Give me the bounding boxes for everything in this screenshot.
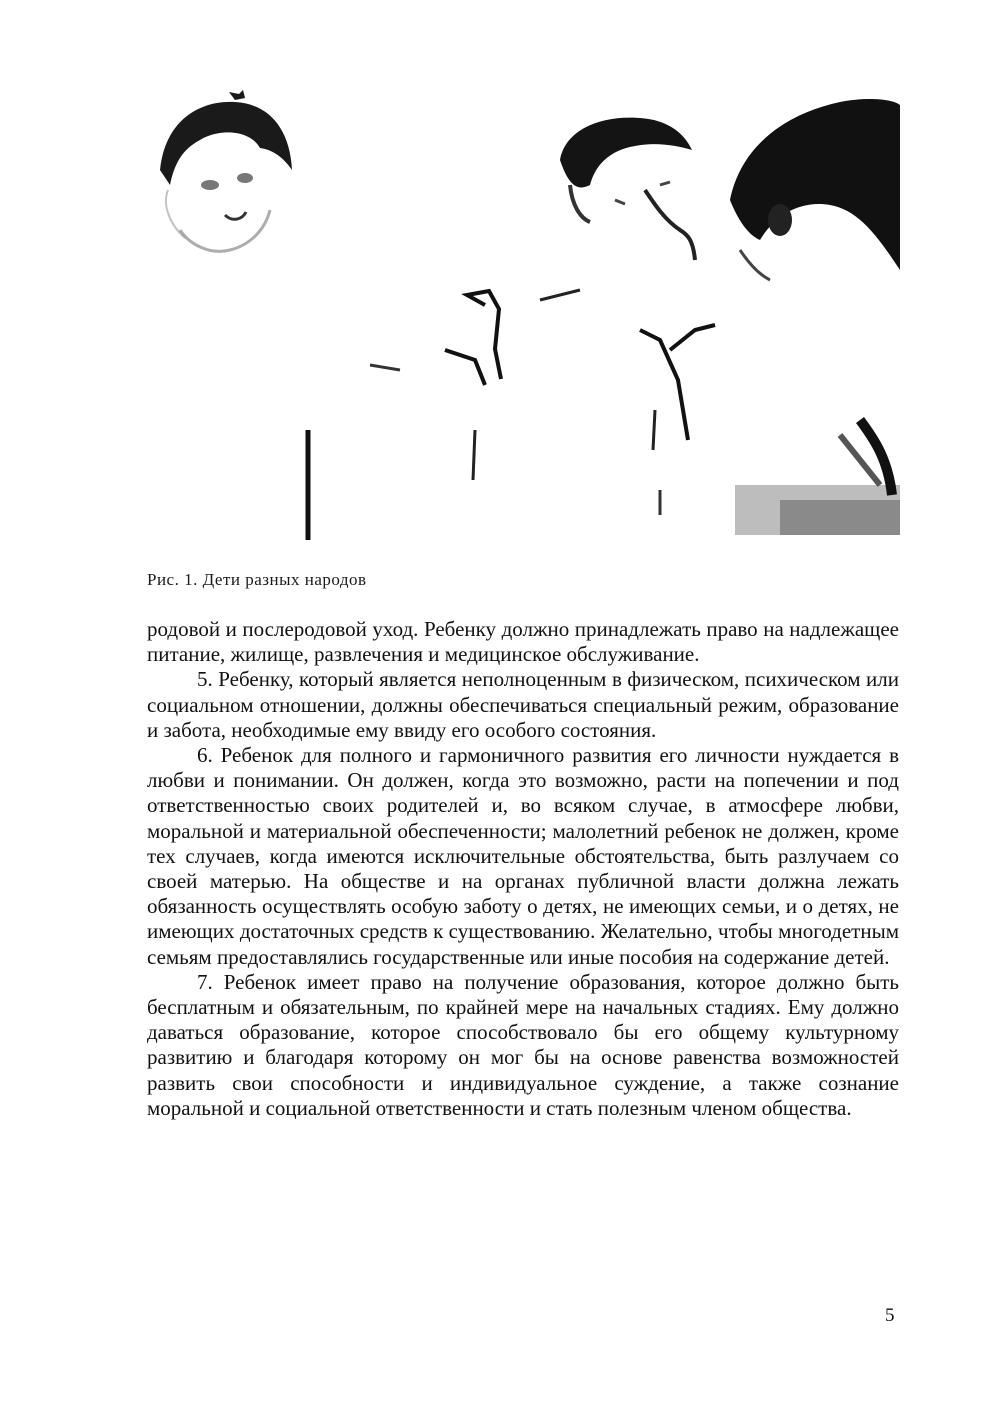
- infants-photo-illustration: [140, 90, 905, 540]
- paragraph-item-5: 5. Ребенку, который является неполноценным в физическом, психическом или социальном отношении, должны обеспечиваться специальный режим, образование и забота, необходимые ему ввиду его особого состояния.: [147, 667, 899, 742]
- figure-photo: [140, 90, 905, 540]
- page-number: 5: [885, 1305, 895, 1326]
- paragraph-item-7: 7. Ребенок имеет право на получение образования, которое должно быть бесплатным и обязательным, по крайней мере на начальных стадиях. Ему должно даваться образование, которое способствовало бы его общему культурному развитию и благодаря которому он мог бы на основе равенства возможностей развить свои способности и индивидуальное суждение, а также сознание моральной и социальной ответственности и стать полезным членом общества.: [147, 969, 899, 1120]
- body-text: [147, 617, 899, 1121]
- infant-middle: [308, 118, 715, 540]
- infant-left: [160, 90, 292, 251]
- infant-right: [730, 99, 900, 535]
- paragraph-continuation: родовой и послеродовой уход. Ребенку должно принадлежать право на надлежащее питание, жилище, развлечения и медицинское обслуживание.: [147, 617, 899, 667]
- paragraph-item-6: 6. Ребенок для полного и гармоничного развития его личности нуждается в любви и понимании. Он должен, когда это возможно, расти на попечении и под ответственностью своих родителей и, во всяком случае, в атмосфере любви, моральной и материальной обеспеченности; малолетний ребенок не должен, кроме тех случаев, когда имеются исключительные обстоятельства, быть разлучаем со своей матерью. На обществе и на органах публичной власти должна лежать обязанность осуществлять особую заботу о детях, не имеющих семьи, и о детях, не имеющих достаточных средств к существованию. Желательно, чтобы многодетным семьям предоставлялись государственные или иные пособия на содержание детей.: [147, 743, 899, 969]
- figure-caption: Рис. 1. Дети разных народов: [147, 570, 367, 589]
